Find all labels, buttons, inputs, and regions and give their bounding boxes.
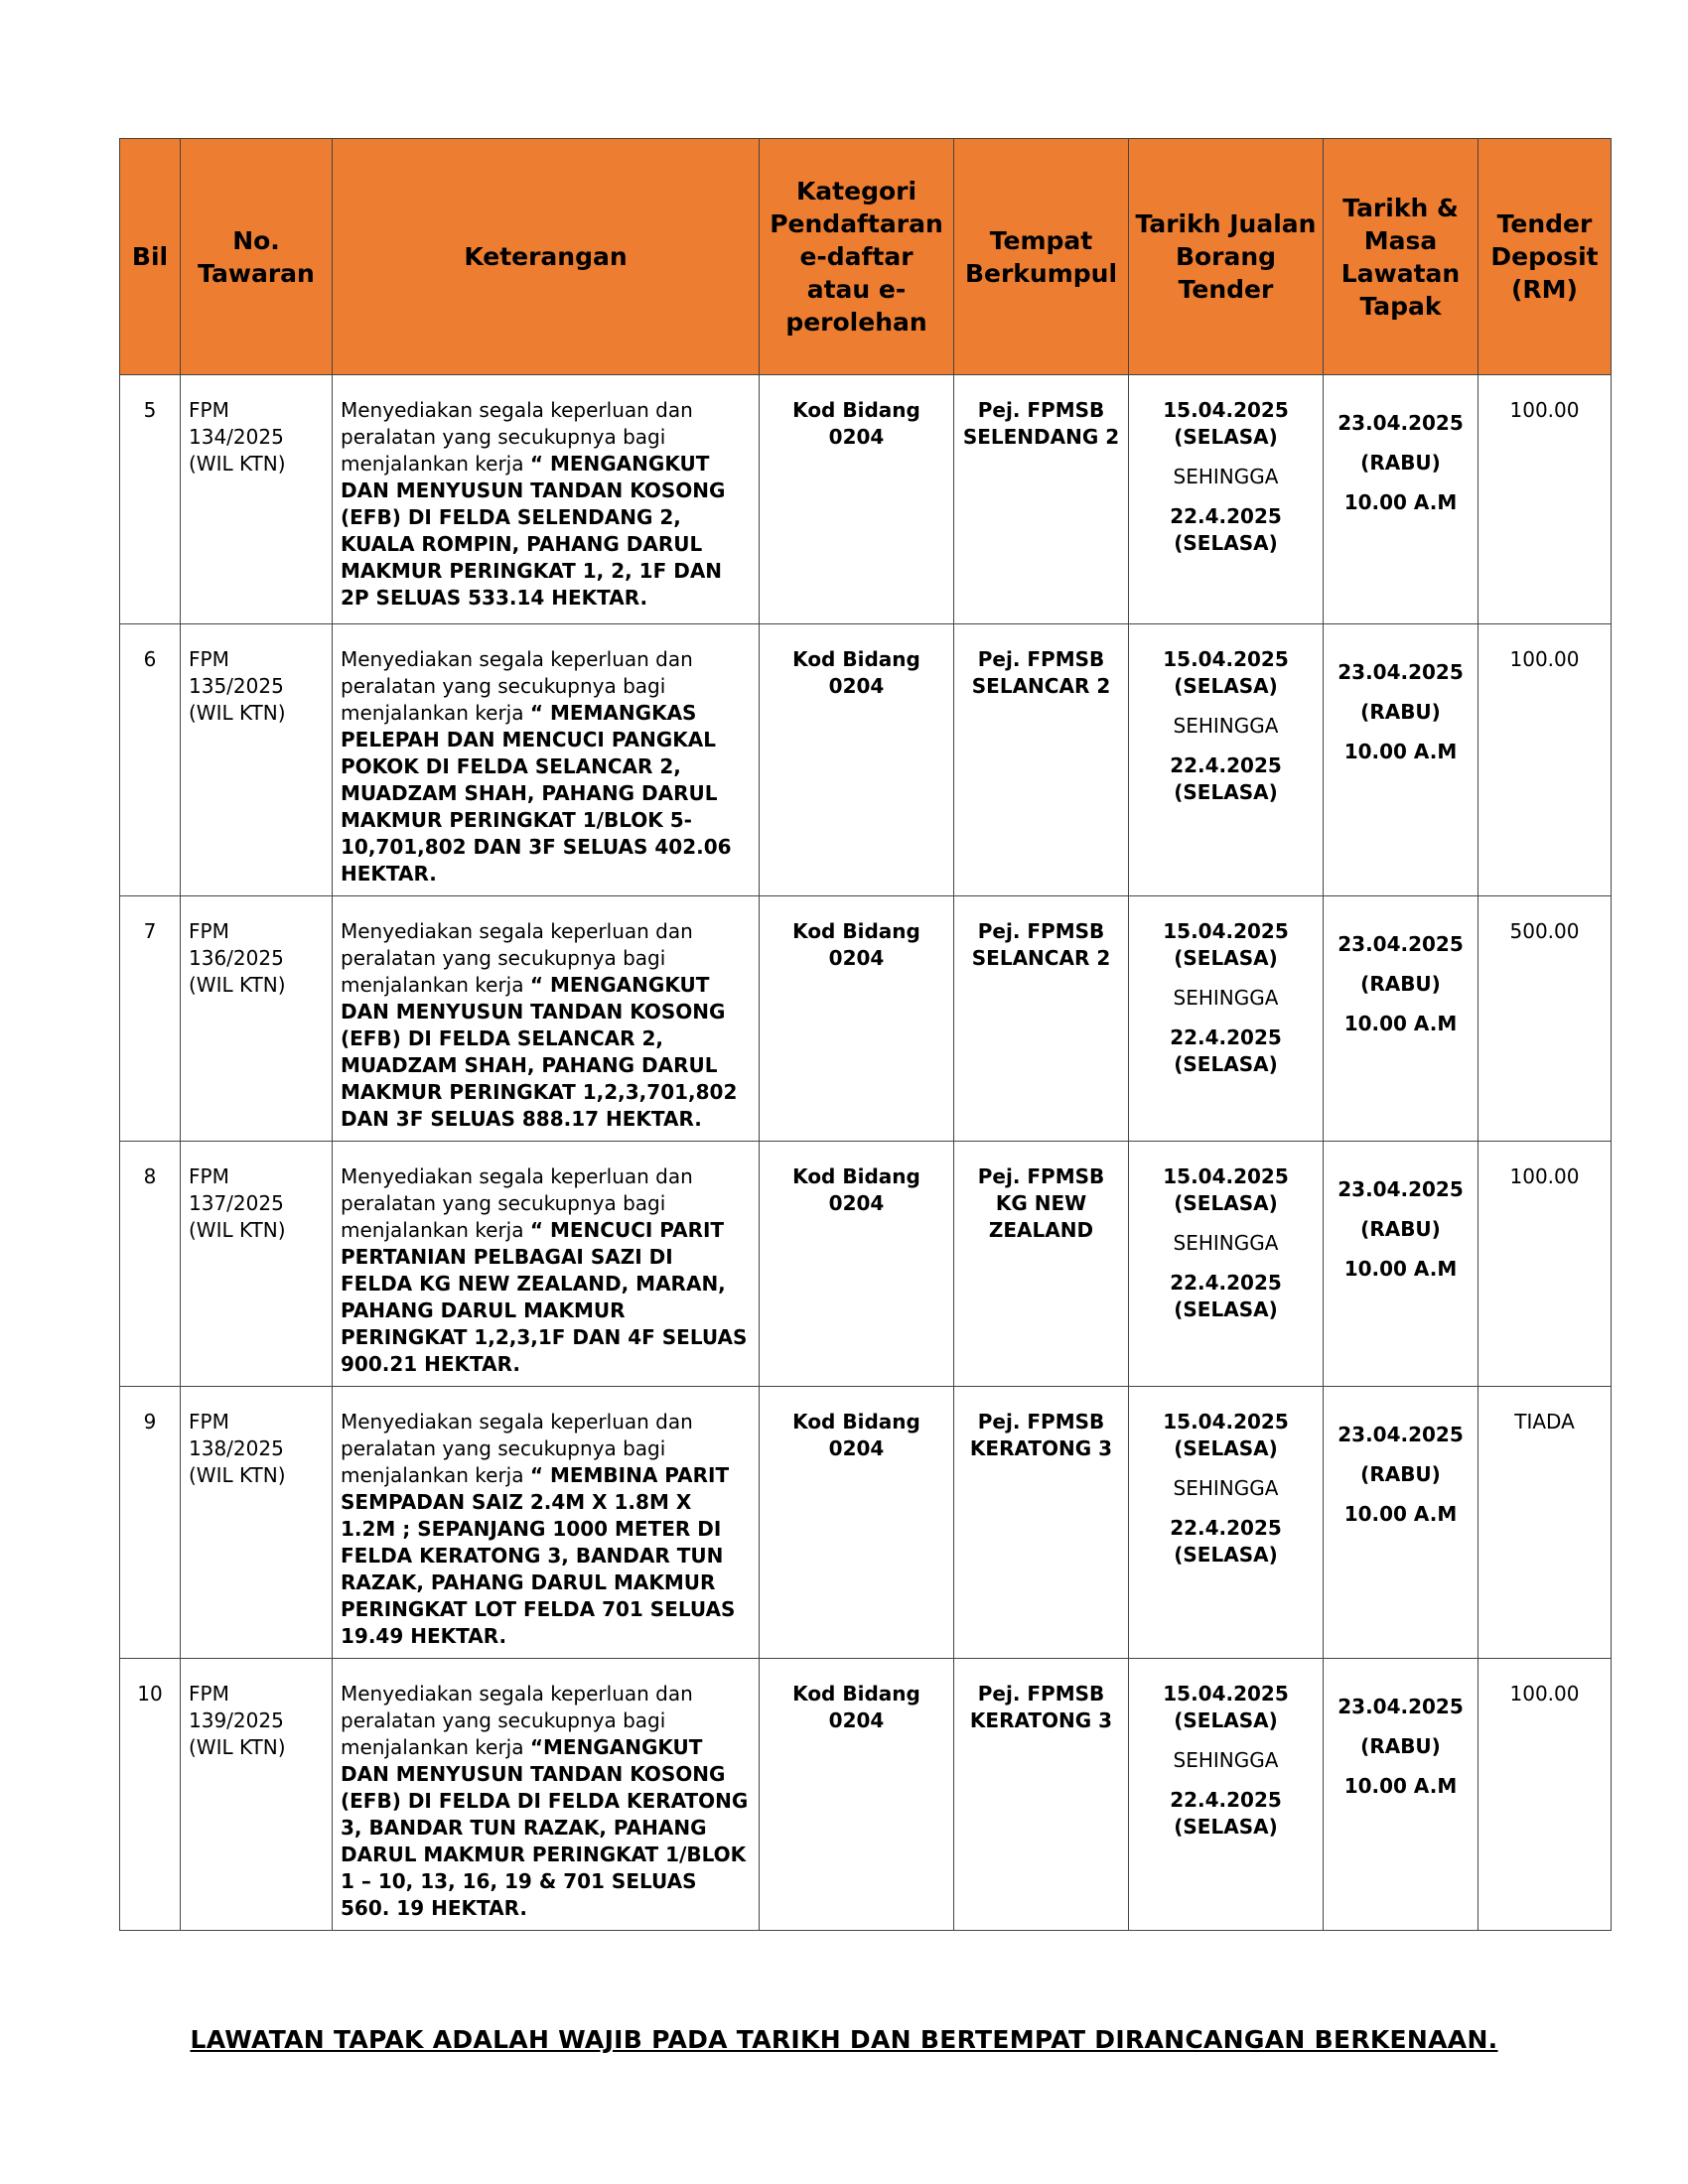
cell-no-tawaran: FPM 136/2025 (WIL KTN) [181,896,333,1142]
lawatan-date: 23.04.2025 [1337,1423,1464,1446]
jualan-until-label: SEHINGGA [1173,1231,1279,1255]
cell-kategori: Kod Bidang 0204 [760,375,954,624]
cell-tarikh-jualan [1129,1387,1324,1659]
lawatan-date: 23.04.2025 [1337,660,1464,684]
lawatan-time: 10.00 A.M [1343,1774,1458,1798]
tender-table [119,138,1612,1931]
header-tarikh-lawatan: Tarikh & Masa Lawatan Tapak [1324,139,1478,375]
cell-bil: 6 [120,624,181,896]
jualan-end-date: 22.4.2025 (SELASA) [1170,1025,1282,1076]
header-row [120,139,1612,375]
jualan-until-label: SEHINGGA [1173,1748,1279,1772]
header-no-tawaran: No. Tawaran [181,139,333,375]
keterangan-work-title: “ MEMBINA PARIT SEMPADAN SAIZ 2.4M X 1.8M X 1.2M ; SEPANJANG 1000 METER DI FELDA KERATONG 3, BANDAR TUN RAZAK, PAHANG DARUL MAKMUR PERINGKAT LOT FELDA 701 SELUAS 19.49 HEKTAR. [341,1463,736,1648]
cell-keterangan [333,1142,760,1387]
cell-tarikh-jualan [1129,896,1324,1142]
lawatan-time: 10.00 A.M [1343,490,1458,514]
cell-tarikh-jualan [1129,624,1324,896]
cell-deposit: 100.00 [1478,624,1612,896]
header-keterangan: Keterangan [333,139,760,375]
jualan-until-label: SEHINGGA [1173,1476,1279,1500]
lawatan-day: (RABU) [1360,972,1441,996]
cell-kategori: Kod Bidang 0204 [760,1659,954,1931]
cell-bil: 9 [120,1387,181,1659]
jualan-end-date: 22.4.2025 (SELASA) [1170,1516,1282,1567]
table-row [120,1659,1612,1931]
cell-no-tawaran: FPM 134/2025 (WIL KTN) [181,375,333,624]
cell-keterangan [333,1659,760,1931]
table-body [120,375,1612,1931]
table-row [120,375,1612,624]
jualan-start-date: 15.04.2025 (SELASA) [1163,1410,1289,1460]
cell-keterangan [333,624,760,896]
header-deposit: Tender Deposit (RM) [1478,139,1612,375]
keterangan-text: Menyediakan segala keperluan dan peralatan yang secukupnya bagi menjalankan kerja [341,919,693,997]
cell-deposit: 100.00 [1478,375,1612,624]
jualan-start-date: 15.04.2025 (SELASA) [1163,1164,1289,1215]
keterangan-work-title: “ MEMANGKAS PELEPAH DAN MENCUCI PANGKAL POKOK DI FELDA SELANCAR 2, MUADZAM SHAH, PAHANG DARUL MAKMUR PERINGKAT 1/BLOK 5-10,701,802 DAN 3F SELUAS 402.06 HEKTAR. [341,701,732,886]
lawatan-time: 10.00 A.M [1343,740,1458,763]
lawatan-time: 10.00 A.M [1343,1257,1458,1281]
keterangan-work-title: “ MENGANGKUT DAN MENYUSUN TANDAN KOSONG (EFB) DI FELDA SELENDANG 2, KUALA ROMPIN, PAHANG DARUL MAKMUR PERINGKAT 1, 2, 1F DAN 2P SELUAS 533.14 HEKTAR. [341,452,726,610]
cell-tempat: Pej. FPMSB SELANCAR 2 [954,624,1129,896]
jualan-start-date: 15.04.2025 (SELASA) [1163,1682,1289,1732]
cell-deposit: 500.00 [1478,896,1612,1142]
keterangan-work-title: “ MENCUCI PARIT PERTANIAN PELBAGAI SAZI DI FELDA KG NEW ZEALAND, MARAN, PAHANG DARUL MAKMUR PERINGKAT 1,2,3,1F DAN 4F SELUAS 900.21 HEKTAR. [341,1218,748,1376]
header-kategori: Kategori Pendaftaran e-daftar atau e-perolehan [760,139,954,375]
cell-tempat: Pej. FPMSB SELANCAR 2 [954,896,1129,1142]
cell-bil: 7 [120,896,181,1142]
cell-tarikh-lawatan [1324,375,1478,624]
keterangan-work-title: “ MENGANGKUT DAN MENYUSUN TANDAN KOSONG (EFB) DI FELDA SELANCAR 2, MUADZAM SHAH, PAHANG DARUL MAKMUR PERINGKAT 1,2,3,701,802 DAN 3F SELUAS 888.17 HEKTAR. [341,973,738,1131]
keterangan-text: Menyediakan segala keperluan dan peralatan yang secukupnya bagi menjalankan kerja [341,1164,693,1242]
table-row [120,624,1612,896]
cell-tarikh-jualan [1129,1659,1324,1931]
cell-kategori: Kod Bidang 0204 [760,896,954,1142]
cell-tarikh-lawatan [1324,896,1478,1142]
cell-tempat: Pej. FPMSB KERATONG 3 [954,1387,1129,1659]
cell-kategori: Kod Bidang 0204 [760,624,954,896]
cell-tarikh-lawatan [1324,1142,1478,1387]
lawatan-date: 23.04.2025 [1337,932,1464,956]
jualan-until-label: SEHINGGA [1173,986,1279,1010]
lawatan-day: (RABU) [1360,451,1441,475]
cell-keterangan [333,1387,760,1659]
cell-kategori: Kod Bidang 0204 [760,1142,954,1387]
cell-no-tawaran: FPM 135/2025 (WIL KTN) [181,624,333,896]
jualan-start-date: 15.04.2025 (SELASA) [1163,398,1289,449]
cell-kategori: Kod Bidang 0204 [760,1387,954,1659]
keterangan-text: Menyediakan segala keperluan dan peralatan yang secukupnya bagi menjalankan kerja [341,1682,693,1759]
lawatan-time: 10.00 A.M [1343,1012,1458,1035]
lawatan-time: 10.00 A.M [1343,1502,1458,1526]
cell-keterangan [333,896,760,1142]
cell-tempat: Pej. FPMSB SELENDANG 2 [954,375,1129,624]
cell-bil: 8 [120,1142,181,1387]
jualan-end-date: 22.4.2025 (SELASA) [1170,504,1282,555]
lawatan-date: 23.04.2025 [1337,1695,1464,1718]
cell-tarikh-jualan [1129,375,1324,624]
cell-no-tawaran: FPM 138/2025 (WIL KTN) [181,1387,333,1659]
lawatan-day: (RABU) [1360,1462,1441,1486]
lawatan-date: 23.04.2025 [1337,411,1464,435]
jualan-start-date: 15.04.2025 (SELASA) [1163,919,1289,970]
cell-no-tawaran: FPM 137/2025 (WIL KTN) [181,1142,333,1387]
table-row [120,896,1612,1142]
jualan-until-label: SEHINGGA [1173,714,1279,738]
header-bil: Bil [120,139,181,375]
cell-keterangan [333,375,760,624]
header-tempat: Tempat Berkumpul [954,139,1129,375]
jualan-until-label: SEHINGGA [1173,465,1279,488]
lawatan-day: (RABU) [1360,700,1441,724]
table-row [120,1387,1612,1659]
cell-deposit: TIADA [1478,1387,1612,1659]
lawatan-day: (RABU) [1360,1217,1441,1241]
cell-no-tawaran: FPM 139/2025 (WIL KTN) [181,1659,333,1931]
keterangan-work-title: “MENGANGKUT DAN MENYUSUN TANDAN KOSONG (EFB) DI FELDA DI FELDA KERATONG 3, BANDAR TUN RAZAK, PAHANG DARUL MAKMUR PERINGKAT 1/BLOK 1 – 10, 13, 16, 19 & 701 SELUAS 560. 19 HEKTAR. [341,1735,749,1920]
lawatan-date: 23.04.2025 [1337,1177,1464,1201]
footer-note: LAWATAN TAPAK ADALAH WAJIB PADA TARIKH DAN BERTEMPAT DIRANCANGAN BERKENAAN. [190,2025,1498,2054]
cell-bil: 10 [120,1659,181,1931]
cell-tarikh-jualan [1129,1142,1324,1387]
jualan-end-date: 22.4.2025 (SELASA) [1170,1271,1282,1321]
jualan-end-date: 22.4.2025 (SELASA) [1170,1788,1282,1839]
keterangan-text: Menyediakan segala keperluan dan peralatan yang secukupnya bagi menjalankan kerja [341,647,693,725]
cell-bil: 5 [120,375,181,624]
cell-tempat: Pej. FPMSB KERATONG 3 [954,1659,1129,1931]
cell-tarikh-lawatan [1324,1659,1478,1931]
jualan-start-date: 15.04.2025 (SELASA) [1163,647,1289,698]
jualan-end-date: 22.4.2025 (SELASA) [1170,753,1282,804]
cell-deposit: 100.00 [1478,1142,1612,1387]
cell-deposit: 100.00 [1478,1659,1612,1931]
table-row [120,1142,1612,1387]
cell-tempat: Pej. FPMSB KG NEW ZEALAND [954,1142,1129,1387]
lawatan-day: (RABU) [1360,1734,1441,1758]
keterangan-text: Menyediakan segala keperluan dan peralatan yang secukupnya bagi menjalankan kerja [341,1410,693,1487]
cell-tarikh-lawatan [1324,1387,1478,1659]
keterangan-text: Menyediakan segala keperluan dan peralatan yang secukupnya bagi menjalankan kerja [341,398,693,476]
cell-tarikh-lawatan [1324,624,1478,896]
header-tarikh-jualan: Tarikh Jualan Borang Tender [1129,139,1324,375]
